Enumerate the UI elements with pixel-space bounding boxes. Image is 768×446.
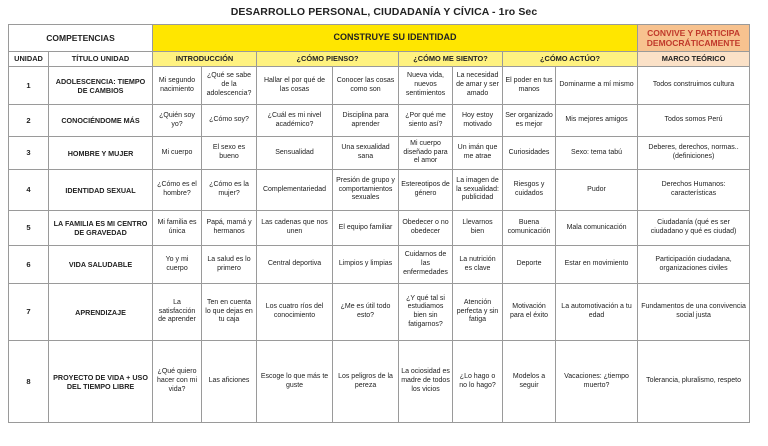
unit-title: ADOLESCENCIA: TIEMPO DE CAMBIOS <box>49 67 153 105</box>
unit-number: 8 <box>9 341 49 423</box>
table-cell: El poder en tus manos <box>503 67 556 105</box>
table-cell: Curiosidades <box>503 137 556 170</box>
table-cell: Buena comunicación <box>503 211 556 246</box>
unit-number: 4 <box>9 170 49 211</box>
table-row <box>9 105 750 137</box>
competencias-header: COMPETENCIAS <box>9 25 153 52</box>
unit-title: HOMBRE Y MUJER <box>49 137 153 170</box>
document-title: DESARROLLO PERSONAL, CIUDADANÍA Y CÍVICA - 1ro Sec <box>230 6 538 18</box>
table-cell: La satisfacción de aprender <box>153 284 202 341</box>
unit-number: 5 <box>9 211 49 246</box>
table-row <box>9 341 750 423</box>
table-cell: Estar en movimiento <box>556 246 638 284</box>
unit-title: VIDA SALUDABLE <box>49 246 153 284</box>
marco-teorico-column-header: MARCO TEÓRICO <box>638 52 750 67</box>
table-cell: Mala comunicación <box>556 211 638 246</box>
table-cell: Mi cuerpo <box>153 137 202 170</box>
unit-title: PROYECTO DE VIDA + USO DEL TIEMPO LIBRE <box>49 341 153 423</box>
unit-number: 2 <box>9 105 49 137</box>
unit-number: 6 <box>9 246 49 284</box>
table-cell: Escoge lo que más te guste <box>257 341 333 423</box>
table-cell: Dominarme a mí mismo <box>556 67 638 105</box>
table-cell: Las aficiones <box>202 341 257 423</box>
table-cell: El equipo familiar <box>333 211 399 246</box>
table-cell: Atención perfecta y sin fatiga <box>453 284 503 341</box>
table-row <box>9 284 750 341</box>
table-row <box>9 67 750 105</box>
table-cell: Hoy estoy motivado <box>453 105 503 137</box>
table-cell: Fundamentos de una convivencia social justa <box>638 284 750 341</box>
table-cell: La nutrición es clave <box>453 246 503 284</box>
table-cell: Todos somos Perú <box>638 105 750 137</box>
table-cell: Cuidarnos de las enfermedades <box>399 246 453 284</box>
table-cell: Riesgos y cuidados <box>503 170 556 211</box>
table-cell: Hallar el por qué de las cosas <box>257 67 333 105</box>
unit-title: APRENDIZAJE <box>49 284 153 341</box>
table-cell: Modelos a seguir <box>503 341 556 423</box>
table-cell: Las cadenas que nos unen <box>257 211 333 246</box>
table-cell: Papá, mamá y hermanos <box>202 211 257 246</box>
table-cell: ¿Qué se sabe de la adolescencia? <box>202 67 257 105</box>
como-pienso-column-header: ¿CÓMO PIENSO? <box>257 52 399 67</box>
titulo-column-header: TÍTULO UNIDAD <box>49 52 153 67</box>
table-cell: Limpios y limpias <box>333 246 399 284</box>
table-cell: Nueva vida, nuevos sentimientos <box>399 67 453 105</box>
table-cell: Derechos Humanos: características <box>638 170 750 211</box>
table-cell: La salud es lo primero <box>202 246 257 284</box>
table-cell: ¿Quién soy yo? <box>153 105 202 137</box>
table-row <box>9 137 750 170</box>
table-cell: Presión de grupo y comportamientos sexuales <box>333 170 399 211</box>
unit-number: 3 <box>9 137 49 170</box>
table-cell: Estereotipos de género <box>399 170 453 211</box>
table-cell: Una sexualidad sana <box>333 137 399 170</box>
table-cell: Ten en cuenta lo que dejas en tu caja <box>202 284 257 341</box>
table-cell: Ciudadanía (qué es ser ciudadano y qué es ciudad) <box>638 211 750 246</box>
table-cell: ¿Cómo soy? <box>202 105 257 137</box>
table-cell: Mi cuerpo diseñado para el amor <box>399 137 453 170</box>
table-cell: ¿Qué quiero hacer con mi vida? <box>153 341 202 423</box>
table-cell: ¿Por qué me siento así? <box>399 105 453 137</box>
como-me-siento-column-header: ¿CÓMO ME SIENTO? <box>399 52 503 67</box>
unit-title: IDENTIDAD SEXUAL <box>49 170 153 211</box>
table-cell: Deporte <box>503 246 556 284</box>
como-actuo-column-header: ¿CÓMO ACTÚO? <box>503 52 638 67</box>
table-cell: Mi segundo nacimiento <box>153 67 202 105</box>
table-cell: Central deportiva <box>257 246 333 284</box>
table-cell: Todos construimos cultura <box>638 67 750 105</box>
table-cell: La necesidad de amar y ser amado <box>453 67 503 105</box>
introduccion-column-header: INTRODUCCIÓN <box>153 52 257 67</box>
table-cell: Deberes, derechos, normas.. (definiciones) <box>638 137 750 170</box>
curriculum-table <box>8 24 750 423</box>
table-cell: Los cuatro ríos del conocimiento <box>257 284 333 341</box>
table-cell: Disciplina para aprender <box>333 105 399 137</box>
table-row <box>9 246 750 284</box>
table-cell: ¿Y qué tal si estudiamos bien sin fatigarnos? <box>399 284 453 341</box>
table-cell: Mi familia es única <box>153 211 202 246</box>
table-cell: Yo y mi cuerpo <box>153 246 202 284</box>
unit-title: CONOCIÉNDOME MÁS <box>49 105 153 137</box>
table-cell: Un imán que me atrae <box>453 137 503 170</box>
unit-title: LA FAMILIA ES MI CENTRO DE GRAVEDAD <box>49 211 153 246</box>
table-row <box>9 170 750 211</box>
table-cell: Vacaciones: ¿tiempo muerto? <box>556 341 638 423</box>
table-cell: ¿Lo hago o no lo hago? <box>453 341 503 423</box>
table-cell: Tolerancia, pluralismo, respeto <box>638 341 750 423</box>
table-cell: Ser organizado es mejor <box>503 105 556 137</box>
table-cell: La automotivación a tu edad <box>556 284 638 341</box>
table-cell: Sensualidad <box>257 137 333 170</box>
table-cell: La ociosidad es madre de todos los vicios <box>399 341 453 423</box>
table-cell: La imagen de la sexualidad: publicidad <box>453 170 503 211</box>
unidad-column-header: UNIDAD <box>9 52 49 67</box>
table-row <box>9 211 750 246</box>
unit-number: 7 <box>9 284 49 341</box>
table-cell: Llevarnos bien <box>453 211 503 246</box>
table-cell: ¿Cómo es la mujer? <box>202 170 257 211</box>
unit-number: 1 <box>9 67 49 105</box>
table-cell: Conocer las cosas como son <box>333 67 399 105</box>
table-cell: Pudor <box>556 170 638 211</box>
construye-header: CONSTRUYE SU IDENTIDAD <box>153 25 638 52</box>
table-cell: Los peligros de la pereza <box>333 341 399 423</box>
table-cell: Motivación para el éxito <box>503 284 556 341</box>
table-cell: Sexo: tema tabú <box>556 137 638 170</box>
table-cell: ¿Me es útil todo esto? <box>333 284 399 341</box>
table-cell: Mis mejores amigos <box>556 105 638 137</box>
table-cell: ¿Cuál es mi nivel académico? <box>257 105 333 137</box>
table-cell: ¿Cómo es el hombre? <box>153 170 202 211</box>
table-cell: El sexo es bueno <box>202 137 257 170</box>
table-cell: Obedecer o no obedecer <box>399 211 453 246</box>
table-cell: Complementariedad <box>257 170 333 211</box>
table-cell: Participación ciudadana, organizaciones civiles <box>638 246 750 284</box>
convive-header: CONVIVE Y PARTICIPA DEMOCRÁTICAMENTE <box>638 25 750 52</box>
